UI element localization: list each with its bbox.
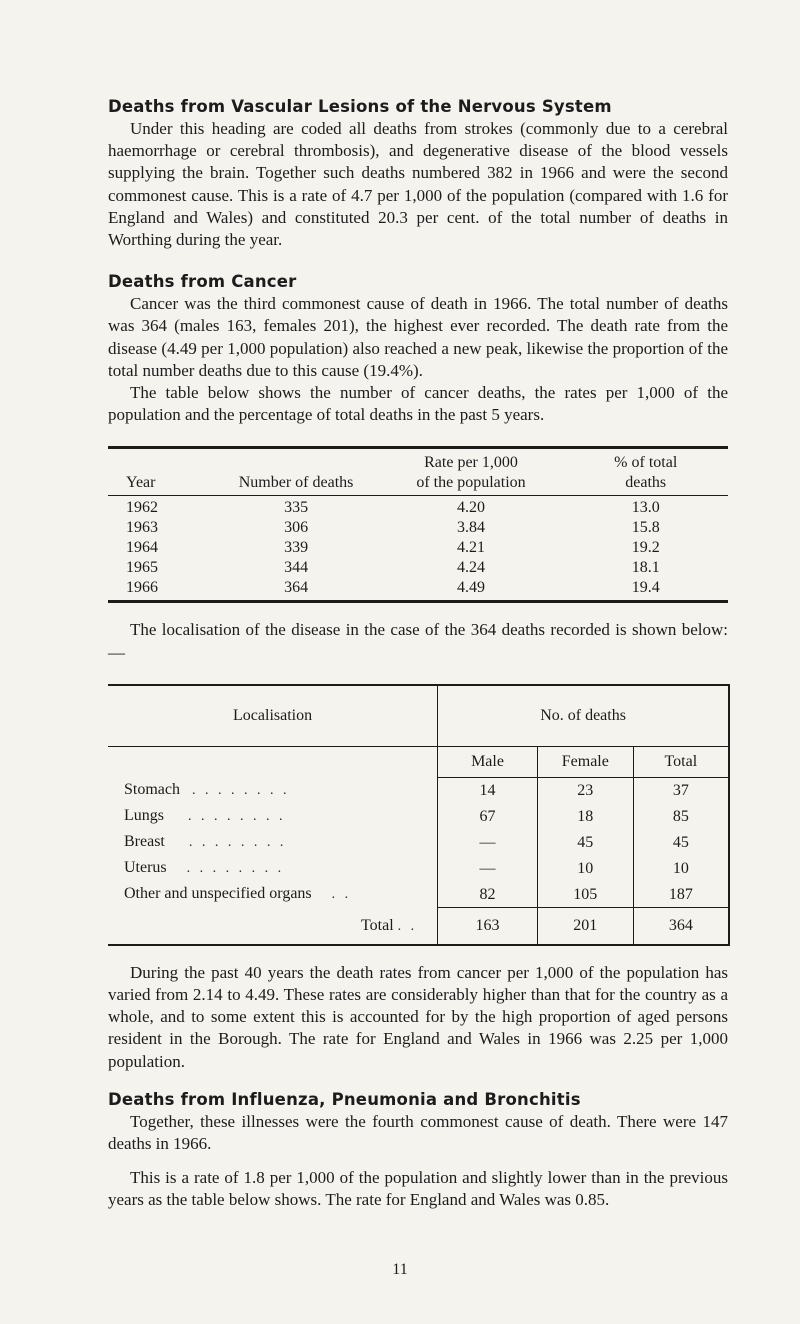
header-female: Female xyxy=(537,746,633,777)
vascular-paragraph: Under this heading are coded all deaths from strokes (commonly due to a cerebral haemorrhage or cerebral thrombosis), and degenerative disease of the blood vessels supplying the brain. Together such deaths numbered 382 in 1966 and were the second commonest cause. This is a rate of 4.7 per 1,000 of the population (compared with 1.6 for England and Wales) and constituted 20.3 per cent. of the total number of deaths in Worthing during the year. xyxy=(108,119,728,250)
header-percent: % of total deaths xyxy=(563,448,728,496)
table-row: 1962 335 4.20 13.0 xyxy=(126,499,660,517)
header-localisation: Localisation xyxy=(108,685,438,747)
header-no-of-deaths: No. of deaths xyxy=(438,685,729,747)
table-row: 1965 344 4.24 18.1 xyxy=(126,559,660,577)
header-year: Year xyxy=(108,448,214,496)
influenza-paragraph-1: Together, these illnesses were the fourth commonest cause of death. There were 147 deaths in 1966. xyxy=(108,1111,728,1154)
influenza-paragraph-2: This is a rate of 1.8 per 1,000 of the population and slightly lower than in the previous years as the table below shows. The rate for England and Wales was 0.85. xyxy=(108,1168,728,1210)
page-number: 11 xyxy=(392,1261,408,1278)
table-row: Breast . . . . . . . . — 45 45 xyxy=(108,829,729,855)
table-row: 1966 364 4.49 19.4 xyxy=(108,578,728,602)
vascular-heading: Deaths from Vascular Lesions of the Nervous System xyxy=(108,97,612,116)
header-total: Total xyxy=(633,746,729,777)
localisation-table xyxy=(108,684,730,946)
table-row: Stomach . . . . . . . . 14 23 37 xyxy=(108,777,729,803)
header-number: Number of deaths xyxy=(214,448,379,496)
cancer-heading: Deaths from Cancer xyxy=(108,272,297,292)
cancer-paragraph-3: The localisation of the disease in the case of the 364 deaths recorded is shown below:— xyxy=(108,620,728,662)
cancer-paragraph-1: Cancer was the third commonest cause of death in 1966. The total number of deaths was 364 (males 163, females 201), the highest ever recorded. The death rate from the disease (4.49 per 1,000 population) also reached a new peak, likewise the proportion of the total number deaths due to this cause (19.4%). xyxy=(108,294,728,380)
table-row: Lungs . . . . . . . . 67 18 85 xyxy=(108,803,729,829)
influenza-heading: Deaths from Influenza, Pneumonia and Bronchitis xyxy=(108,1089,581,1109)
cancer-rates-table xyxy=(108,446,728,603)
table-row: Uterus . . . . . . . . — 10 10 xyxy=(108,855,729,881)
table-row: Other and unspecified organs . . 82 105 187 xyxy=(108,881,729,907)
header-rate: Rate per 1,000 of the population xyxy=(379,448,564,496)
page-content xyxy=(108,96,728,1212)
cancer-paragraph-4: During the past 40 years the death rates from cancer per 1,000 of the population has varied from 2.14 to 4.49. These rates are considerably higher than that for the country as a whole, and to some extent this is accounted for by the high proportion of aged persons resident in the Borough. The rate for England and Wales in 1966 was 2.25 per 1,000 population. xyxy=(108,962,728,1071)
header-male: Male xyxy=(438,746,538,777)
total-row: Total . . 163 201 364 xyxy=(108,907,729,945)
table-row: 1964 339 4.21 19.2 xyxy=(126,539,660,557)
table-row: 1963 306 3.84 15.8 xyxy=(126,519,660,537)
cancer-paragraph-2: The table below shows the number of cancer deaths, the rates per 1,000 of the population and the percentage of total deaths in the past 5 years. xyxy=(108,383,728,425)
